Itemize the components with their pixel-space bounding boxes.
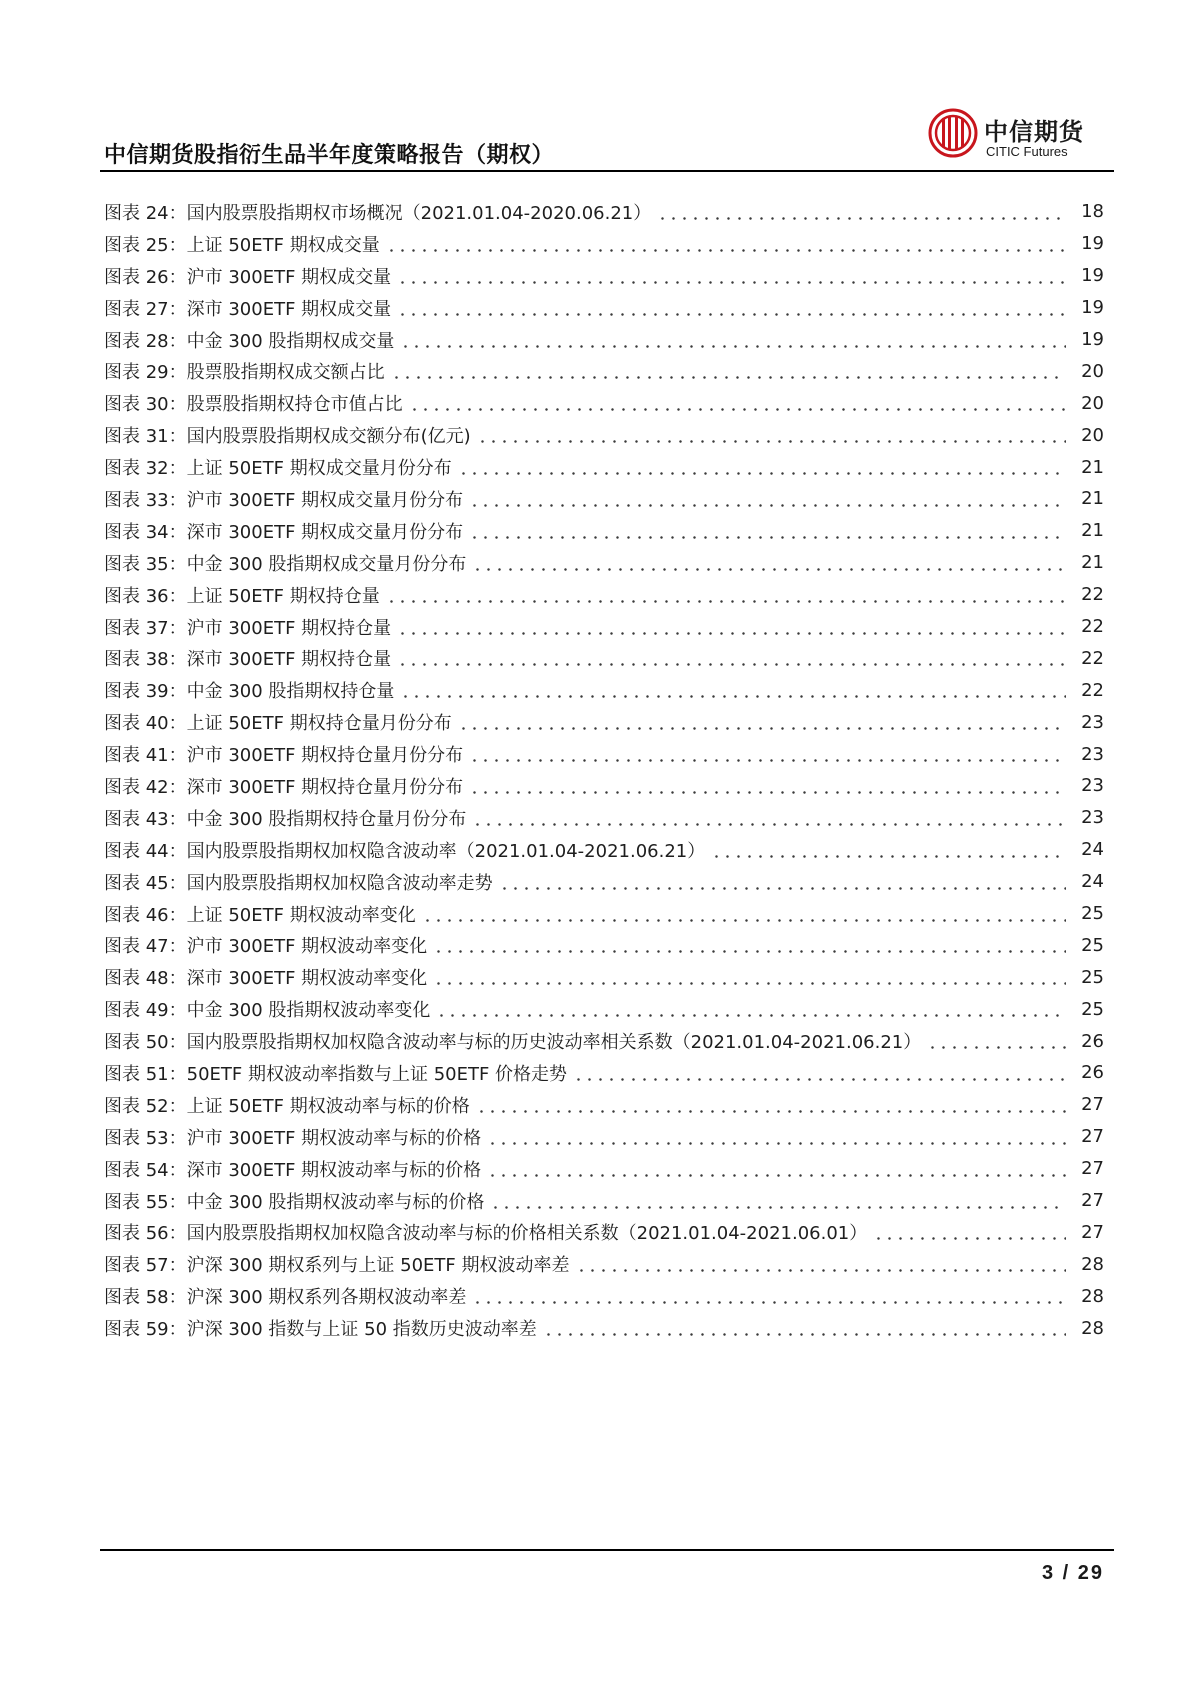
toc-leader-dots — [576, 1255, 1067, 1273]
toc-entry-page: 26 — [1081, 1030, 1104, 1052]
toc-leader-dots — [400, 331, 1066, 349]
toc-entry-page: 27 — [1081, 1221, 1104, 1243]
report-title: 中信期货股指衍生品半年度策略报告（期权） — [104, 143, 555, 168]
toc-leader-dots — [499, 873, 1066, 891]
toc-leader-dots — [472, 554, 1066, 572]
toc-leader-dots — [472, 809, 1066, 827]
toc-entry-title: 图表 46：上证 50ETF 期权波动率变化 — [104, 904, 416, 926]
footer-divider — [100, 1549, 1114, 1551]
toc-entry[interactable] — [104, 1217, 1104, 1249]
toc-entry[interactable] — [104, 642, 1104, 674]
toc-entry-title: 图表 30：股票股指期权持仓市值占比 — [104, 394, 403, 416]
toc-entry-title: 图表 52：上证 50ETF 期权波动率与标的价格 — [104, 1095, 470, 1117]
toc-leader-dots — [487, 1128, 1066, 1146]
toc-entry[interactable] — [104, 802, 1104, 834]
toc-entry-page: 25 — [1081, 934, 1104, 956]
toc-entry-title: 图表 26：沪市 300ETF 期权成交量 — [104, 266, 392, 288]
toc-leader-dots — [472, 1287, 1066, 1305]
toc-entry-page: 26 — [1081, 1062, 1104, 1084]
toc-entry[interactable] — [104, 738, 1104, 770]
toc-leader-dots — [391, 362, 1066, 380]
toc-entry-title: 图表 28：中金 300 股指期权成交量 — [104, 330, 395, 352]
toc-entry[interactable] — [104, 1121, 1104, 1153]
toc-entry-page: 24 — [1081, 871, 1104, 893]
toc-entry-title: 图表 41：沪市 300ETF 期权持仓量月份分布 — [104, 745, 464, 767]
toc-entry-title: 图表 38：深市 300ETF 期权持仓量 — [104, 649, 392, 671]
toc-entry[interactable] — [104, 547, 1104, 579]
toc-entry-page: 21 — [1081, 488, 1104, 510]
toc-entry[interactable] — [104, 929, 1104, 961]
toc-entry-title: 图表 31：国内股票股指期权成交额分布(亿元) — [104, 426, 471, 448]
toc-leader-dots — [477, 426, 1066, 444]
toc-entry[interactable] — [104, 260, 1104, 292]
toc-entry-title: 图表 47：沪市 300ETF 期权波动率变化 — [104, 936, 428, 958]
toc-entry[interactable] — [104, 1248, 1104, 1280]
toc-entry-page: 19 — [1081, 329, 1104, 350]
toc-entry[interactable] — [104, 898, 1104, 930]
toc-entry-title: 图表 25：上证 50ETF 期权成交量 — [104, 234, 380, 256]
toc-entry-title: 图表 55：中金 300 股指期权波动率与标的价格 — [104, 1191, 485, 1213]
toc-entry-page: 22 — [1081, 647, 1104, 669]
logo-english-name: CITIC Futures — [986, 144, 1068, 159]
toc-entry-title: 图表 45：国内股票股指期权加权隐含波动率走势 — [104, 872, 493, 894]
toc-entry[interactable] — [104, 515, 1104, 547]
toc-leader-dots — [873, 1223, 1066, 1241]
toc-entry-title: 图表 59：沪深 300 指数与上证 50 指数历史波动率差 — [104, 1319, 537, 1341]
toc-leader-dots — [386, 235, 1066, 253]
toc-entry[interactable] — [104, 451, 1104, 483]
toc-entry[interactable] — [104, 324, 1104, 356]
toc-entry-title: 图表 42：深市 300ETF 期权持仓量月份分布 — [104, 776, 464, 798]
toc-leader-dots — [397, 267, 1066, 285]
toc-entry-page: 22 — [1081, 679, 1104, 701]
toc-entry[interactable] — [104, 1153, 1104, 1185]
toc-leader-dots — [386, 586, 1066, 604]
toc-entry[interactable] — [104, 387, 1104, 419]
toc-entry-title: 图表 37：沪市 300ETF 期权持仓量 — [104, 617, 392, 639]
toc-leader-dots — [436, 1000, 1066, 1018]
toc-entry[interactable] — [104, 1185, 1104, 1217]
toc-leader-dots — [657, 203, 1066, 221]
toc-leader-dots — [543, 1319, 1066, 1337]
toc-entry-page: 24 — [1081, 839, 1104, 861]
toc-entry-page: 28 — [1081, 1285, 1104, 1307]
toc-entry-title: 图表 44：国内股票股指期权加权隐含波动率（2021.01.04-2021.06.21） — [104, 840, 706, 862]
header-divider — [100, 170, 1114, 172]
toc-leader-dots — [397, 649, 1066, 667]
toc-entry-title: 图表 33：沪市 300ETF 期权成交量月份分布 — [104, 489, 464, 511]
toc-entry-title: 图表 43：中金 300 股指期权持仓量月份分布 — [104, 808, 467, 830]
toc-leader-dots — [469, 490, 1066, 508]
toc-entry-title: 图表 35：中金 300 股指期权成交量月份分布 — [104, 553, 467, 575]
page-number: 3 / 29 — [1041, 1562, 1104, 1584]
toc-entry-page: 19 — [1081, 233, 1104, 255]
toc-entry-title: 图表 54：深市 300ETF 期权波动率与标的价格 — [104, 1159, 482, 1181]
toc-entry-title: 图表 36：上证 50ETF 期权持仓量 — [104, 585, 380, 607]
toc-leader-dots — [409, 394, 1066, 412]
table-of-figures — [104, 196, 1104, 1344]
toc-entry-page: 19 — [1081, 297, 1104, 319]
toc-entry[interactable] — [104, 770, 1104, 802]
toc-entry-page: 25 — [1081, 998, 1104, 1020]
toc-entry[interactable] — [104, 1312, 1104, 1344]
toc-entry-page: 21 — [1081, 552, 1104, 574]
toc-entry-page: 23 — [1081, 711, 1104, 733]
toc-entry-page: 21 — [1081, 520, 1104, 542]
logo-chinese-name: 中信期货 — [984, 118, 1084, 146]
toc-entry-page: 25 — [1081, 903, 1104, 925]
toc-entry-page: 27 — [1081, 1190, 1104, 1212]
toc-entry[interactable] — [104, 1025, 1104, 1057]
toc-entry-title: 图表 27：深市 300ETF 期权成交量 — [104, 298, 392, 320]
toc-entry[interactable] — [104, 228, 1104, 260]
toc-entry-title: 图表 48：深市 300ETF 期权波动率变化 — [104, 968, 428, 990]
toc-entry[interactable] — [104, 834, 1104, 866]
toc-leader-dots — [397, 618, 1066, 636]
toc-entry[interactable] — [104, 866, 1104, 898]
toc-entry-page: 18 — [1081, 201, 1104, 223]
toc-entry-page: 20 — [1081, 392, 1104, 414]
toc-entry-page: 28 — [1081, 1317, 1104, 1339]
toc-entry-page: 27 — [1081, 1094, 1104, 1116]
toc-leader-dots — [400, 681, 1066, 699]
toc-entry-page: 25 — [1081, 966, 1104, 988]
toc-leader-dots — [573, 1064, 1066, 1082]
toc-entry[interactable] — [104, 1057, 1104, 1089]
toc-entry-title: 图表 49：中金 300 股指期权波动率变化 — [104, 1000, 431, 1022]
toc-leader-dots — [469, 777, 1066, 795]
toc-entry-title: 图表 34：深市 300ETF 期权成交量月份分布 — [104, 521, 464, 543]
toc-entry-title: 图表 32：上证 50ETF 期权成交量月份分布 — [104, 458, 452, 480]
toc-leader-dots — [469, 745, 1066, 763]
toc-entry[interactable] — [104, 419, 1104, 451]
toc-entry[interactable] — [104, 706, 1104, 738]
toc-leader-dots — [927, 1032, 1066, 1050]
toc-leader-dots — [711, 841, 1066, 859]
toc-entry-title: 图表 50：国内股票股指期权加权隐含波动率与标的历史波动率相关系数（2021.01.04-2021.06.21） — [104, 1032, 922, 1054]
toc-entry[interactable] — [104, 355, 1104, 387]
toc-entry-title: 图表 57：沪深 300 期权系列与上证 50ETF 期权波动率差 — [104, 1255, 570, 1277]
toc-entry[interactable] — [104, 993, 1104, 1025]
toc-leader-dots — [397, 299, 1066, 317]
toc-entry-page: 19 — [1081, 265, 1104, 287]
toc-entry-page: 23 — [1081, 807, 1104, 829]
toc-leader-dots — [433, 968, 1066, 986]
toc-entry[interactable] — [104, 196, 1104, 228]
toc-entry[interactable] — [104, 483, 1104, 515]
toc-entry-page: 27 — [1081, 1126, 1104, 1148]
toc-leader-dots — [433, 936, 1066, 954]
toc-entry[interactable] — [104, 1280, 1104, 1312]
citic-logo-icon — [928, 108, 978, 158]
toc-leader-dots — [487, 1160, 1066, 1178]
toc-entry[interactable] — [104, 292, 1104, 324]
toc-entry-page: 23 — [1081, 775, 1104, 797]
toc-entry-page: 23 — [1081, 743, 1104, 765]
toc-entry-title: 图表 56：国内股票股指期权加权隐含波动率与标的价格相关系数（2021.01.04-2021.06.01） — [104, 1223, 868, 1245]
toc-entry-page: 20 — [1081, 424, 1104, 446]
toc-leader-dots — [476, 1096, 1066, 1114]
toc-entry-title: 图表 40：上证 50ETF 期权持仓量月份分布 — [104, 713, 452, 735]
toc-entry[interactable] — [104, 611, 1104, 643]
toc-leader-dots — [422, 905, 1066, 923]
toc-entry-title: 图表 24：国内股票股指期权市场概况（2021.01.04-2020.06.21） — [104, 202, 652, 224]
toc-entry-title: 图表 29：股票股指期权成交额占比 — [104, 362, 385, 384]
toc-entry[interactable] — [104, 674, 1104, 706]
toc-entry-page: 22 — [1081, 584, 1104, 606]
toc-entry-title: 图表 53：沪市 300ETF 期权波动率与标的价格 — [104, 1127, 482, 1149]
citic-futures-logo — [928, 108, 1118, 166]
toc-entry-title: 图表 39：中金 300 股指期权持仓量 — [104, 681, 395, 703]
toc-leader-dots — [469, 522, 1066, 540]
toc-entry-page: 28 — [1081, 1253, 1104, 1275]
toc-entry[interactable] — [104, 579, 1104, 611]
toc-entry-title: 图表 58：沪深 300 期权系列各期权波动率差 — [104, 1287, 467, 1309]
toc-entry-page: 20 — [1081, 360, 1104, 382]
toc-leader-dots — [458, 713, 1066, 731]
toc-entry-page: 22 — [1081, 616, 1104, 638]
toc-leader-dots — [458, 458, 1066, 476]
toc-entry-page: 21 — [1081, 456, 1104, 478]
toc-entry-page: 27 — [1081, 1158, 1104, 1180]
toc-entry-title: 图表 51：50ETF 期权波动率指数与上证 50ETF 价格走势 — [104, 1063, 568, 1085]
toc-leader-dots — [490, 1192, 1066, 1210]
toc-entry[interactable] — [104, 1089, 1104, 1121]
toc-entry[interactable] — [104, 961, 1104, 993]
